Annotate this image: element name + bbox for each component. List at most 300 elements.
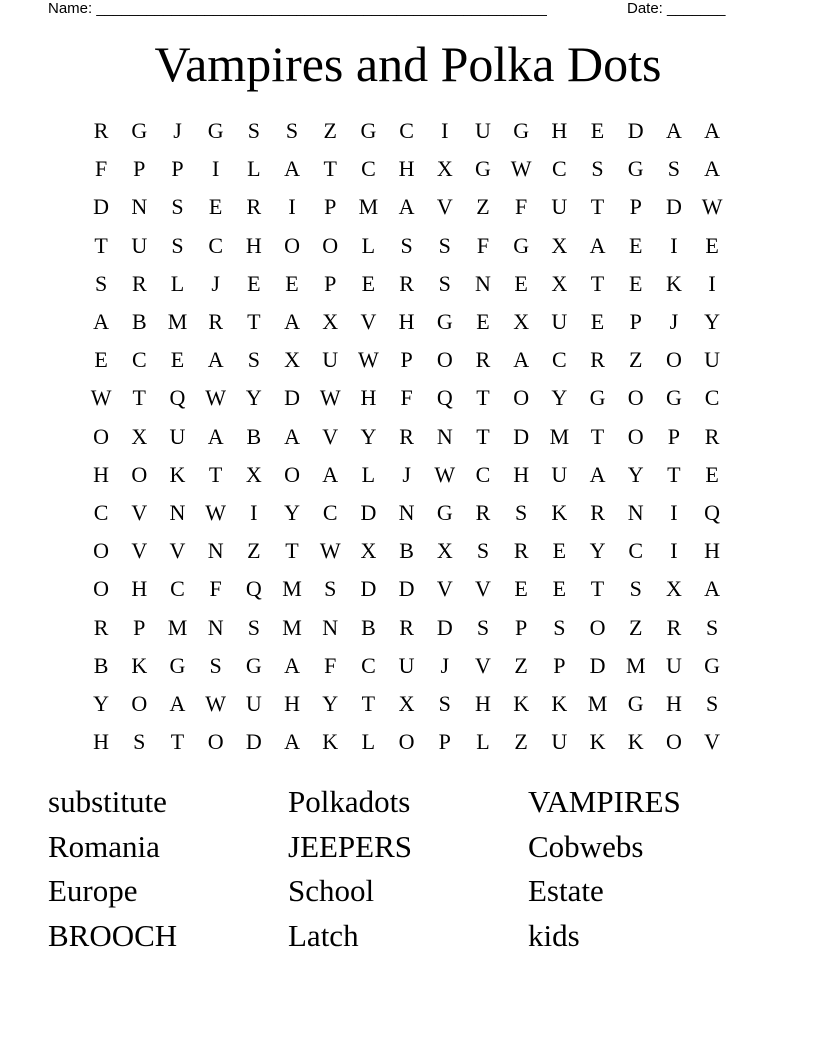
grid-letter: O (284, 232, 300, 258)
grid-letter: D (665, 194, 682, 220)
grid-letter: B (361, 614, 376, 640)
grid-letter: L (361, 461, 376, 487)
grid-letter: R (399, 270, 414, 296)
grid-letter: R (475, 499, 491, 525)
grid-letter: I (708, 270, 716, 296)
grid-letter: E (476, 309, 490, 335)
grid-letter: E (361, 270, 376, 296)
grid-letter: H (93, 729, 110, 755)
grid-letter: O (398, 729, 415, 755)
grid-letter: C (208, 232, 223, 258)
grid-letter: T (132, 385, 146, 411)
grid-letter: K (131, 652, 148, 678)
grid-letter: B (131, 309, 147, 335)
grid-letter: E (94, 347, 108, 373)
grid-letter: K (322, 729, 339, 755)
grid-letter: U (704, 347, 721, 373)
grid-letter: R (399, 614, 414, 640)
grid-letter: X (245, 461, 262, 487)
grid-letter: P (324, 194, 337, 220)
grid-letter: C (704, 385, 720, 411)
grid-letter: X (360, 538, 377, 564)
grid-letter: Y (360, 423, 377, 449)
word-list-item: Cobwebs (528, 828, 644, 864)
grid-letter: Y (627, 461, 644, 487)
grid-letter: Z (247, 538, 261, 564)
grid-letter: T (361, 690, 376, 716)
grid-letter: I (670, 538, 678, 564)
grid-letter: S (400, 232, 413, 258)
grid-letter: A (93, 309, 110, 335)
grid-letter: D (360, 499, 377, 525)
grid-letter: S (553, 614, 566, 640)
grid-letter: T (590, 576, 605, 602)
grid-letter: H (665, 690, 682, 716)
grid-letter: V (475, 576, 491, 602)
grid-letter: H (360, 385, 377, 411)
grid-letter: W (434, 461, 456, 487)
grid-letter: M (282, 614, 302, 640)
grid-letter: Y (284, 499, 300, 525)
grid-letter: X (436, 538, 453, 564)
grid-letter: U (551, 461, 568, 487)
word-list-item: School (288, 873, 375, 909)
grid-letter: P (133, 156, 146, 182)
grid-letter: S (591, 156, 604, 182)
grid-letter: K (513, 690, 530, 716)
grid-letter: D (93, 194, 110, 220)
grid-letter: E (552, 576, 567, 602)
grid-letter: K (665, 270, 682, 296)
grid-letter: T (590, 194, 605, 220)
grid-letter: A (284, 309, 300, 335)
grid-letter: O (513, 385, 530, 411)
grid-letter: T (247, 309, 261, 335)
grid-letter: U (131, 232, 148, 258)
grid-letter: J (402, 461, 411, 487)
grid-letter: B (399, 538, 414, 564)
name-field-label[interactable]: Name: ______________________________________________________ (48, 0, 547, 17)
grid-letter: U (551, 729, 568, 755)
grid-letter: V (322, 423, 339, 449)
grid-letter: R (208, 309, 223, 335)
grid-letter: N (322, 614, 339, 640)
grid-letter: X (513, 309, 530, 335)
grid-letter: A (169, 690, 186, 716)
grid-letter: A (398, 194, 415, 220)
grid-letter: H (513, 461, 530, 487)
grid-letter: W (701, 194, 723, 220)
grid-letter: F (476, 232, 490, 258)
grid-letter: R (666, 614, 682, 640)
grid-letter: G (475, 156, 491, 182)
grid-letter: C (475, 461, 491, 487)
grid-letter: N (398, 499, 415, 525)
grid-letter: E (208, 194, 223, 220)
grid-letter: R (131, 270, 147, 296)
grid-letter: P (553, 652, 566, 678)
grid-letter: P (629, 194, 642, 220)
grid-letter: G (513, 232, 530, 258)
grid-letter: C (552, 156, 567, 182)
grid-letter: N (207, 614, 224, 640)
grid-letter: T (667, 461, 681, 487)
grid-letter: M (282, 576, 302, 602)
grid-letter: O (436, 347, 453, 373)
grid-letter: W (205, 385, 227, 411)
grid-letter: C (361, 652, 376, 678)
grid-letter: W (319, 538, 341, 564)
grid-letter: H (284, 690, 300, 716)
grid-letter: E (705, 461, 719, 487)
grid-letter: C (628, 538, 644, 564)
grid-letter: S (476, 538, 490, 564)
grid-letter: U (169, 423, 186, 449)
grid-letter: R (513, 538, 529, 564)
grid-letter: O (284, 461, 300, 487)
grid-letter: J (211, 270, 220, 296)
word-list-item: Polkadots (288, 784, 411, 819)
grid-letter: M (625, 652, 646, 678)
grid-letter: S (705, 690, 719, 716)
grid-letter: S (515, 499, 528, 525)
grid-letter: U (398, 652, 415, 678)
grid-letter: X (284, 347, 300, 373)
word-list-item: BROOCH (48, 918, 178, 954)
grid-letter: X (398, 690, 415, 716)
grid-letter: S (629, 576, 642, 602)
grid-letter: V (360, 309, 377, 335)
grid-letter: E (247, 270, 261, 296)
grid-letter: G (360, 118, 377, 144)
grid-letter: C (361, 156, 376, 182)
grid-letter: T (285, 538, 299, 564)
grid-letter: P (324, 270, 337, 296)
grid-letter: Y (589, 538, 606, 564)
grid-letter: F (94, 156, 108, 182)
grid-letter: Z (476, 194, 490, 220)
grid-letter: I (250, 499, 258, 525)
grid-letter: E (628, 270, 643, 296)
page-title: Vampires and Polka Dots (154, 36, 662, 92)
word-list (48, 780, 768, 959)
grid-letter: O (665, 729, 682, 755)
grid-letter: C (93, 499, 109, 525)
letter-grid (82, 112, 731, 761)
grid-letter: Y (245, 385, 262, 411)
grid-letter: K (589, 729, 606, 755)
grid-letter: P (438, 729, 451, 755)
grid-letter: S (324, 576, 337, 602)
grid-letter: J (669, 309, 679, 335)
grid-letter: O (665, 347, 682, 373)
grid-letter: U (245, 690, 262, 716)
grid-letter: G (207, 118, 224, 144)
grid-letter: H (131, 576, 148, 602)
grid-letter: C (322, 499, 338, 525)
grid-letter: E (514, 576, 528, 602)
word-list-item: Latch (288, 918, 359, 954)
grid-letter: S (247, 347, 260, 373)
grid-letter: C (399, 118, 414, 144)
grid-letter: S (438, 232, 451, 258)
grid-letter: O (131, 690, 148, 716)
grid-letter: A (322, 461, 339, 487)
grid-letter: I (670, 232, 678, 258)
header (0, 0, 816, 22)
grid-letter: G (131, 118, 148, 144)
grid-letter: S (705, 614, 719, 640)
grid-letter: N (169, 499, 186, 525)
grid-letter: T (476, 423, 490, 449)
grid-letter: F (324, 652, 337, 678)
grid-letter: T (208, 461, 223, 487)
grid-letter: Z (514, 729, 528, 755)
grid-letter: A (284, 423, 300, 449)
grid-letter: P (629, 309, 642, 335)
grid-letter: G (245, 652, 262, 678)
word-list-item: Romania (48, 828, 160, 864)
grid-letter: O (627, 385, 644, 411)
grid-letter: V (131, 538, 148, 564)
grid-letter: R (704, 423, 720, 449)
grid-letter: N (207, 538, 224, 564)
grid-letter: L (361, 232, 376, 258)
grid-letter: S (438, 690, 451, 716)
grid-letter: Q (704, 499, 721, 525)
grid-letter: F (515, 194, 528, 220)
grid-letter: K (551, 499, 568, 525)
grid-letter: U (551, 194, 568, 220)
grid-letter: F (400, 385, 413, 411)
grid-letter: A (704, 156, 721, 182)
grid-letter: S (285, 118, 299, 144)
word-list-item: VAMPIRES (528, 784, 681, 819)
grid-letter: D (589, 652, 606, 678)
grid-letter: A (207, 347, 224, 373)
grid-letter: V (475, 652, 491, 678)
grid-letter: W (90, 385, 112, 411)
grid-letter: O (93, 538, 110, 564)
word-list-item: Europe (48, 873, 138, 909)
grid-letter: R (590, 499, 605, 525)
grid-letter: D (436, 614, 453, 640)
grid-letter: A (665, 118, 682, 144)
grid-letter: W (205, 499, 227, 525)
grid-letter: M (549, 423, 570, 449)
grid-letter: D (513, 423, 530, 449)
grid-letter: C (131, 347, 147, 373)
grid-letter: S (209, 652, 222, 678)
word-list-item: substitute (48, 784, 167, 819)
grid-letter: L (170, 270, 185, 296)
grid-letter: A (589, 461, 606, 487)
grid-letter: O (207, 729, 224, 755)
grid-letter: P (667, 423, 681, 449)
grid-letter: V (436, 194, 453, 220)
grid-letter: U (665, 652, 682, 678)
grid-letter: D (627, 118, 644, 144)
grid-letter: X (665, 576, 682, 602)
grid-letter: D (360, 576, 377, 602)
grid-letter: C (170, 576, 185, 602)
grid-letter: V (169, 538, 186, 564)
grid-letter: A (513, 347, 530, 373)
grid-letter: Y (551, 385, 568, 411)
grid-letter: M (167, 614, 188, 640)
grid-letter: X (436, 156, 453, 182)
grid-letter: D (284, 385, 300, 411)
grid-letter: G (627, 690, 644, 716)
grid-letter: S (438, 270, 451, 296)
grid-letter: S (133, 729, 146, 755)
grid-letter: B (246, 423, 262, 449)
grid-letter: G (589, 385, 606, 411)
grid-letter: E (552, 538, 567, 564)
grid-letter: Z (628, 347, 643, 373)
grid-letter: L (247, 156, 261, 182)
grid-letter: O (93, 423, 110, 449)
grid-letter: O (627, 423, 644, 449)
grid-letter: K (169, 461, 186, 487)
grid-letter: S (171, 232, 184, 258)
grid-letter: T (94, 232, 108, 258)
grid-letter: M (587, 690, 608, 716)
grid-letter: K (551, 690, 568, 716)
grid-letter: H (93, 461, 110, 487)
grid-letter: Z (514, 652, 528, 678)
grid-letter: W (319, 385, 341, 411)
grid-letter: V (436, 576, 453, 602)
grid-letter: M (358, 194, 379, 220)
grid-letter: R (475, 347, 491, 373)
grid-letter: Y (322, 690, 339, 716)
grid-letter: R (246, 194, 262, 220)
grid-letter: E (285, 270, 299, 296)
grid-letter: U (322, 347, 339, 373)
grid-letter: W (358, 347, 379, 373)
word-list-item: JEEPERS (288, 828, 413, 864)
grid-letter: G (169, 652, 186, 678)
grid-letter: I (670, 499, 678, 525)
grid-letter: Q (169, 385, 186, 411)
grid-letter: X (551, 270, 568, 296)
grid-letter: S (247, 614, 260, 640)
grid-letter: L (361, 729, 376, 755)
grid-letter: V (704, 729, 721, 755)
grid-letter: X (322, 309, 339, 335)
grid-letter: R (93, 118, 109, 144)
grid-letter: D (245, 729, 262, 755)
date-field-label[interactable]: Date: _______ (627, 0, 726, 17)
grid-letter: B (93, 652, 109, 678)
grid-letter: C (552, 347, 567, 373)
grid-letter: E (590, 309, 605, 335)
grid-letter: A (284, 729, 300, 755)
grid-letter: O (93, 576, 110, 602)
grid-letter: H (398, 156, 415, 182)
grid-letter: A (207, 423, 224, 449)
grid-letter: E (514, 270, 528, 296)
grid-letter: N (475, 270, 491, 296)
grid-letter: Z (323, 118, 337, 144)
grid-letter: A (704, 118, 721, 144)
grid-letter: A (589, 232, 606, 258)
grid-letter: X (131, 423, 148, 449)
grid-letter: R (399, 423, 414, 449)
grid-letter: O (131, 461, 148, 487)
grid-letter: S (667, 156, 681, 182)
grid-letter: N (131, 194, 148, 220)
word-list-item: Estate (528, 873, 604, 909)
grid-letter: G (436, 309, 453, 335)
grid-letter: T (590, 270, 605, 296)
grid-letter: G (436, 499, 453, 525)
grid-letter: U (551, 309, 568, 335)
grid-letter: P (133, 614, 146, 640)
grid-letter: P (515, 614, 528, 640)
grid-letter: T (170, 729, 185, 755)
grid-letter: S (94, 270, 108, 296)
grid-letter: E (705, 232, 719, 258)
grid-letter: Z (628, 614, 643, 640)
grid-letter: Y (93, 690, 110, 716)
grid-letter: I (211, 156, 220, 182)
grid-letter: A (284, 652, 300, 678)
grid-letter: J (173, 118, 182, 144)
grid-letter: R (590, 347, 605, 373)
grid-letter: H (704, 538, 721, 564)
grid-letter: E (170, 347, 185, 373)
grid-letter: O (322, 232, 339, 258)
grid-letter: E (590, 118, 605, 144)
grid-letter: L (476, 729, 490, 755)
grid-letter: H (398, 309, 415, 335)
grid-letter: A (284, 156, 300, 182)
grid-letter: T (476, 385, 490, 411)
grid-letter: G (665, 385, 682, 411)
grid-letter: G (513, 118, 530, 144)
grid-letter: Q (436, 385, 453, 411)
grid-letter: T (323, 156, 337, 182)
grid-letter: H (551, 118, 568, 144)
grid-letter: O (589, 614, 606, 640)
grid-letter: W (510, 156, 532, 182)
grid-letter: X (551, 232, 568, 258)
grid-letter: I (288, 194, 296, 220)
grid-letter: V (131, 499, 148, 525)
grid-letter: Q (245, 576, 262, 602)
grid-letter: S (171, 194, 184, 220)
grid-letter: A (704, 576, 721, 602)
word-list-item: kids (528, 918, 580, 954)
grid-letter: I (441, 118, 449, 144)
grid-letter: K (627, 729, 644, 755)
grid-letter: S (476, 614, 490, 640)
grid-letter: F (209, 576, 222, 602)
grid-letter: G (704, 652, 721, 678)
grid-letter: U (475, 118, 491, 144)
grid-letter: N (436, 423, 453, 449)
grid-letter: R (93, 614, 109, 640)
grid-letter: M (167, 309, 188, 335)
grid-letter: H (475, 690, 491, 716)
grid-letter: P (171, 156, 184, 182)
grid-letter: P (400, 347, 413, 373)
grid-letter: Y (704, 309, 721, 335)
grid-letter: D (398, 576, 415, 602)
grid-letter: J (440, 652, 450, 678)
